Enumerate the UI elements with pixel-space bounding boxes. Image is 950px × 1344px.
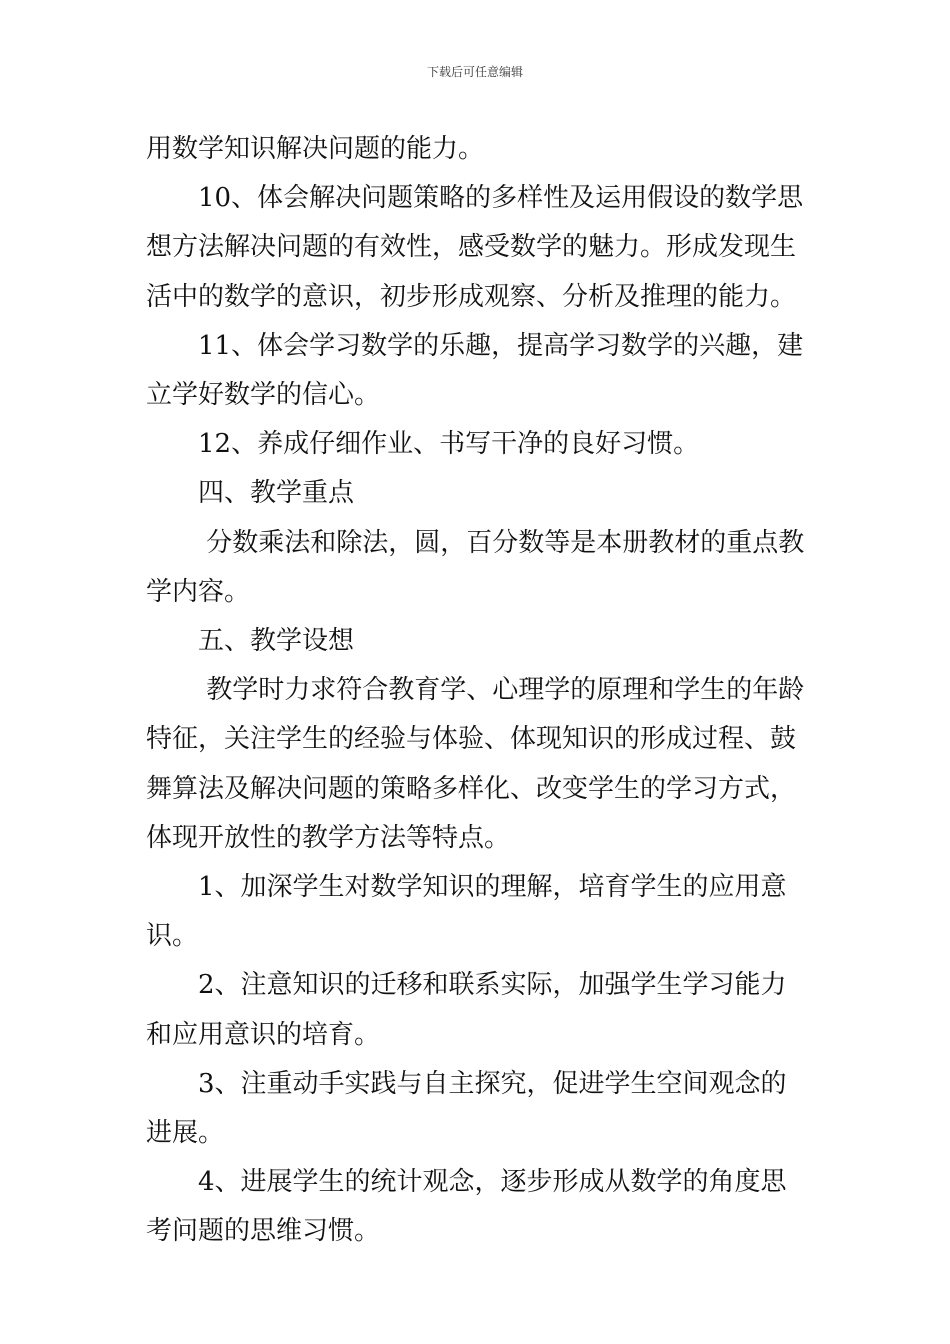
paragraph-item-12: 12、养成仔细作业、书写干净的良好习惯。	[198, 429, 700, 460]
section-heading-teaching-focus: 四、教学重点	[198, 478, 355, 509]
section-heading-teaching-plan: 五、教学设想	[198, 626, 355, 657]
paragraph-item-11: 11、体会学习数学的乐趣，提高学习数学的兴趣，建立学好数学的信心。	[146, 330, 804, 411]
document-body	[146, 125, 808, 1257]
paragraph-teaching-plan: 教学时力求符合教育学、心理学的原理和学生的年龄特征，关注学生的经验与体验、体现知识的形成过程、鼓舞算法及解决问题的策略多样化、改变学生的学习方式，体现开放性的教学方法等特点。	[146, 675, 805, 853]
paragraph-item-10: 10、体会解决问题策略的多样性及运用假设的数学思想方法解决问题的有效性，感受数学的魅力。形成发现生活中的数学的意识，初步形成观察、分析及推理的能力。	[146, 183, 804, 312]
plan-item-1: 1、加深学生对数学知识的理解，培育学生的应用意识。	[146, 872, 787, 952]
page-header: 下载后可任意编辑	[426, 65, 523, 79]
plan-item-4: 4、进展学生的统计观念，逐步形成从数学的角度思考问题的思维习惯。	[146, 1167, 787, 1247]
paragraph-teaching-focus: 分数乘法和除法，圆，百分数等是本册教材的重点教学内容。	[146, 527, 805, 607]
plan-item-3: 3、注重动手实践与自主探究，促进学生空间观念的进展。	[146, 1068, 787, 1149]
paragraph-continuation: 用数学知识解决问题的能力。	[146, 134, 485, 164]
plan-item-2: 2、注意知识的迁移和联系实际，加强学生学习能力和应用意识的培育。	[146, 970, 787, 1050]
